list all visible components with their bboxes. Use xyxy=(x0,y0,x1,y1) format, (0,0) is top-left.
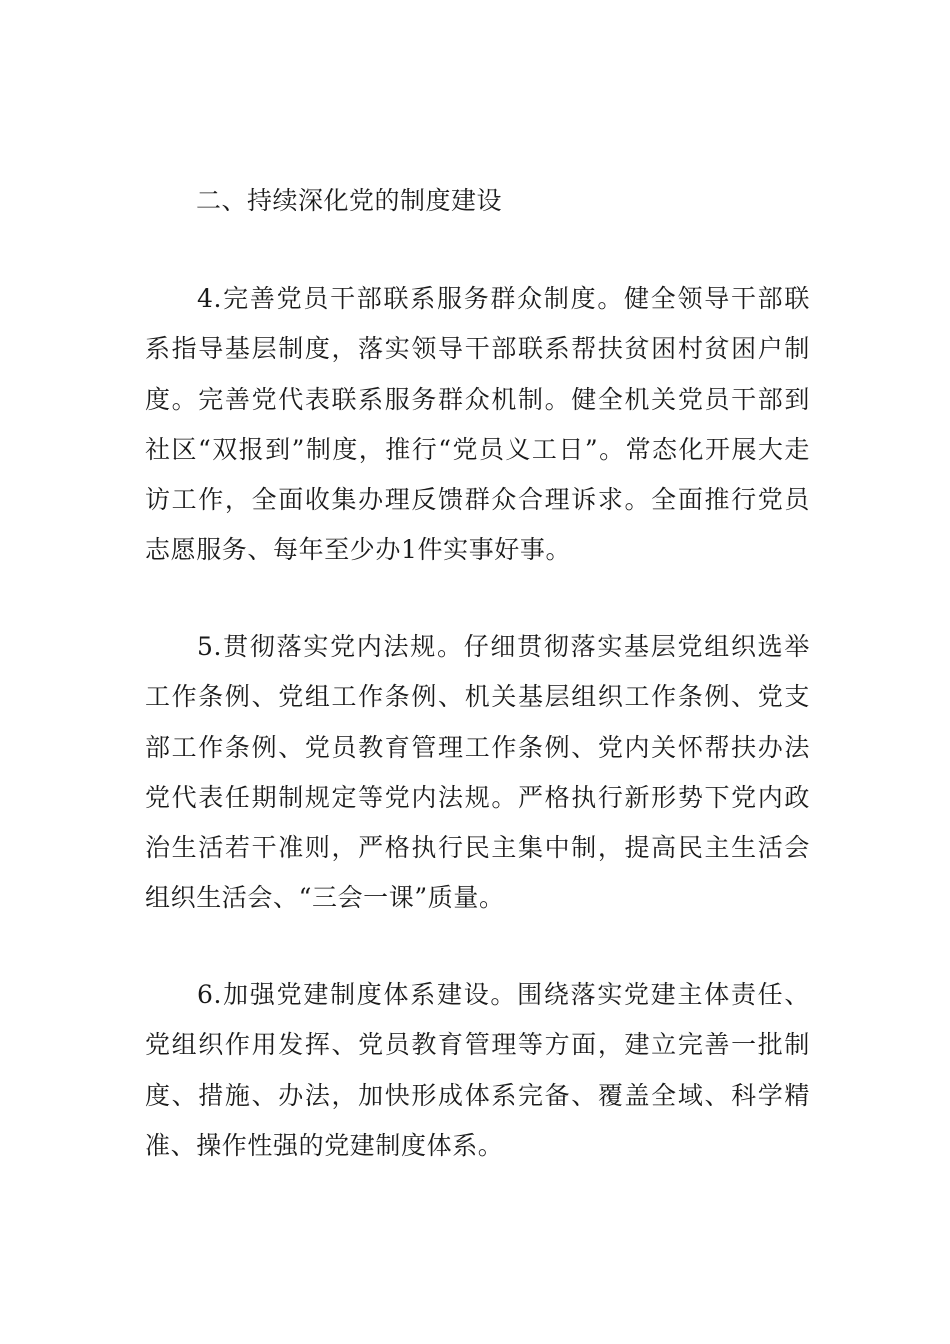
section-heading: 二、持续深化党的制度建设 xyxy=(196,186,503,215)
paragraph-item-6: 6.加强党建制度体系建设。围绕落实党建主体责任、党组织作用发挥、党员教育管理等方面，建立完善一批制度、措施、办法，加快形成体系完备、覆盖全域、科学精准、操作性强的党建制度体系。 xyxy=(145,980,810,1160)
paragraph-item-4: 4.完善党员干部联系服务群众制度。健全领导干部联系指导基层制度，落实领导干部联系帮扶贫困村贫困户制度。完善党代表联系服务群众机制。健全机关党员干部到社区“双报到”制度，推行“党员义工日”。常态化开展大走访工作，全面收集办理反馈群众合理诉求。全面推行党员志愿服务、每年至少办1件实事好事。 xyxy=(145,284,810,565)
paragraph-item-5: 5.贯彻落实党内法规。仔细贯彻落实基层党组织选举工作条例、党组工作条例、机关基层组织工作条例、党支部工作条例、党员教育管理工作条例、党内关怀帮扶办法党代表任期制规定等党内法规。严格执行新形势下党内政治生活若干准则，严格执行民主集中制，提高民主生活会组织生活会、“三会一课”质量。 xyxy=(145,632,810,913)
